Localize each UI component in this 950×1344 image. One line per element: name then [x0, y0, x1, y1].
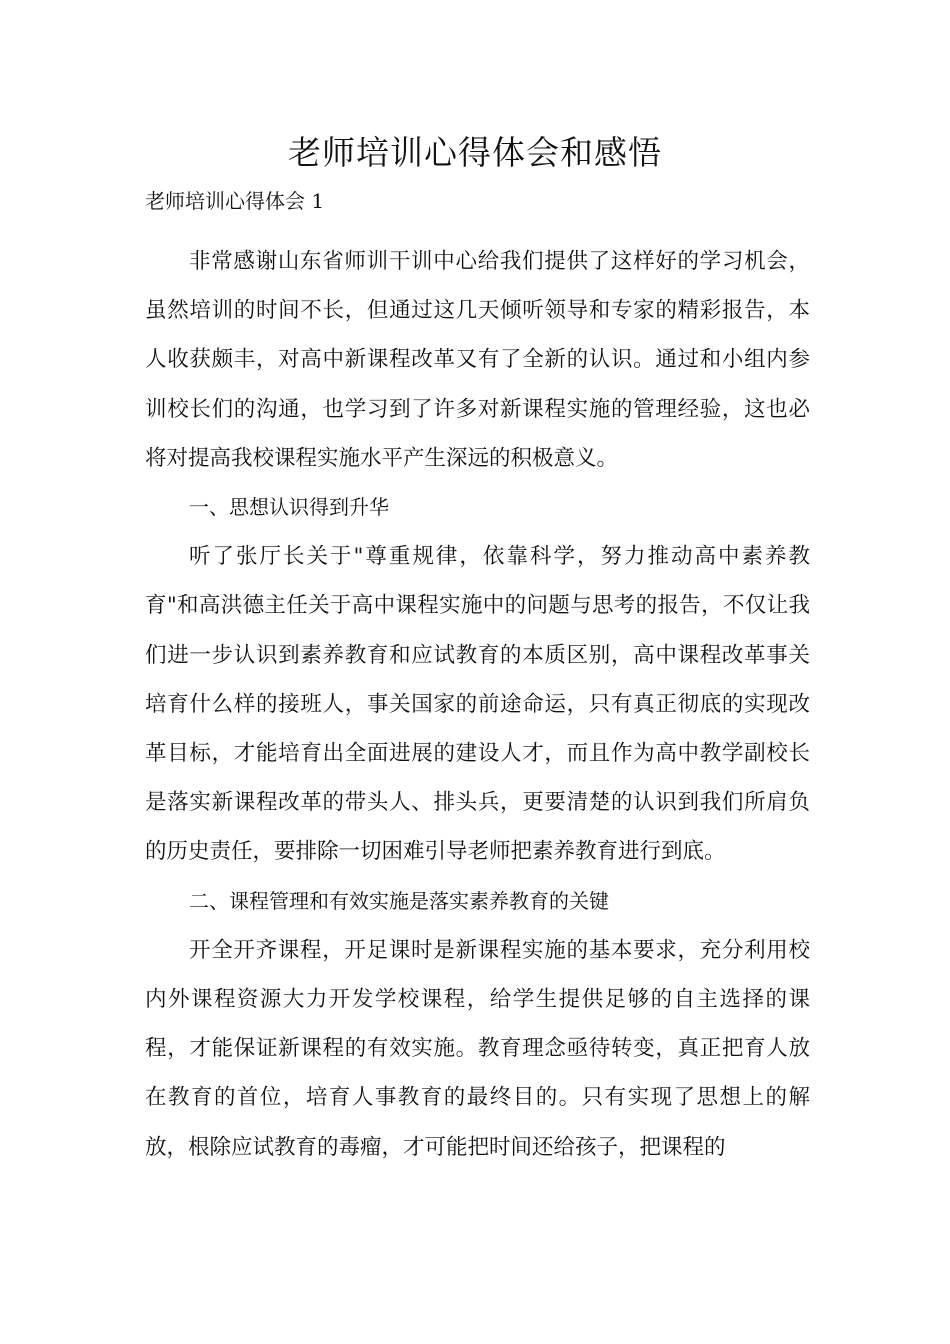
document-body	[145, 237, 810, 1172]
paragraph-section-1: 听了张厅长关于"尊重规律，依靠科学，努力推动高中素养教育"和高洪德主任关于高中课程实施中的问题与思考的报告，不仅让我们进一步认识到素养教育和应试教育的本质区别，高中课程改革事关培育什么样的接班人，事关国家的前途命运，只有真正彻底的实现改革目标，才能培育出全面进展的建设人才，而且作为高中教学副校长是落实新课程改革的带头人、排头兵，更要清楚的认识到我们所肩负的历史责任，要排除一切困难引导老师把素养教育进行到底。	[145, 544, 810, 865]
paragraph-section-2: 开全开齐课程，开足课时是新课程实施的基本要求，充分利用校内外课程资源大力开发学校课程，给学生提供足够的自主选择的课程，才能保证新课程的有效实施。教育理念亟待转变，真正把育人放在教育的首位，培育人事教育的最终目的。只有实现了思想上的解放，根除应试教育的毒瘤，才可能把时间还给孩子，把课程的	[145, 937, 810, 1160]
section-heading-1: 一、思想认识得到升华	[189, 495, 389, 520]
document-subtitle: 老师培训心得体会 1	[145, 189, 325, 213]
document-title: 老师培训心得体会和感悟	[288, 133, 662, 172]
section-heading-2: 二、课程管理和有效实施是落实素养教育的关键	[189, 888, 609, 913]
paragraph-intro: 非常感谢山东省师训干训中心给我们提供了这样好的学习机会，虽然培训的时间不长，但通过这几天倾听领导和专家的精彩报告，本人收获颇丰，对高中新课程改革又有了全新的认识。通过和小组内参训校长们的沟通，也学习到了许多对新课程实施的管理经验，这也必将对提高我校课程实施水平产生深远的积极意义。	[145, 249, 810, 471]
